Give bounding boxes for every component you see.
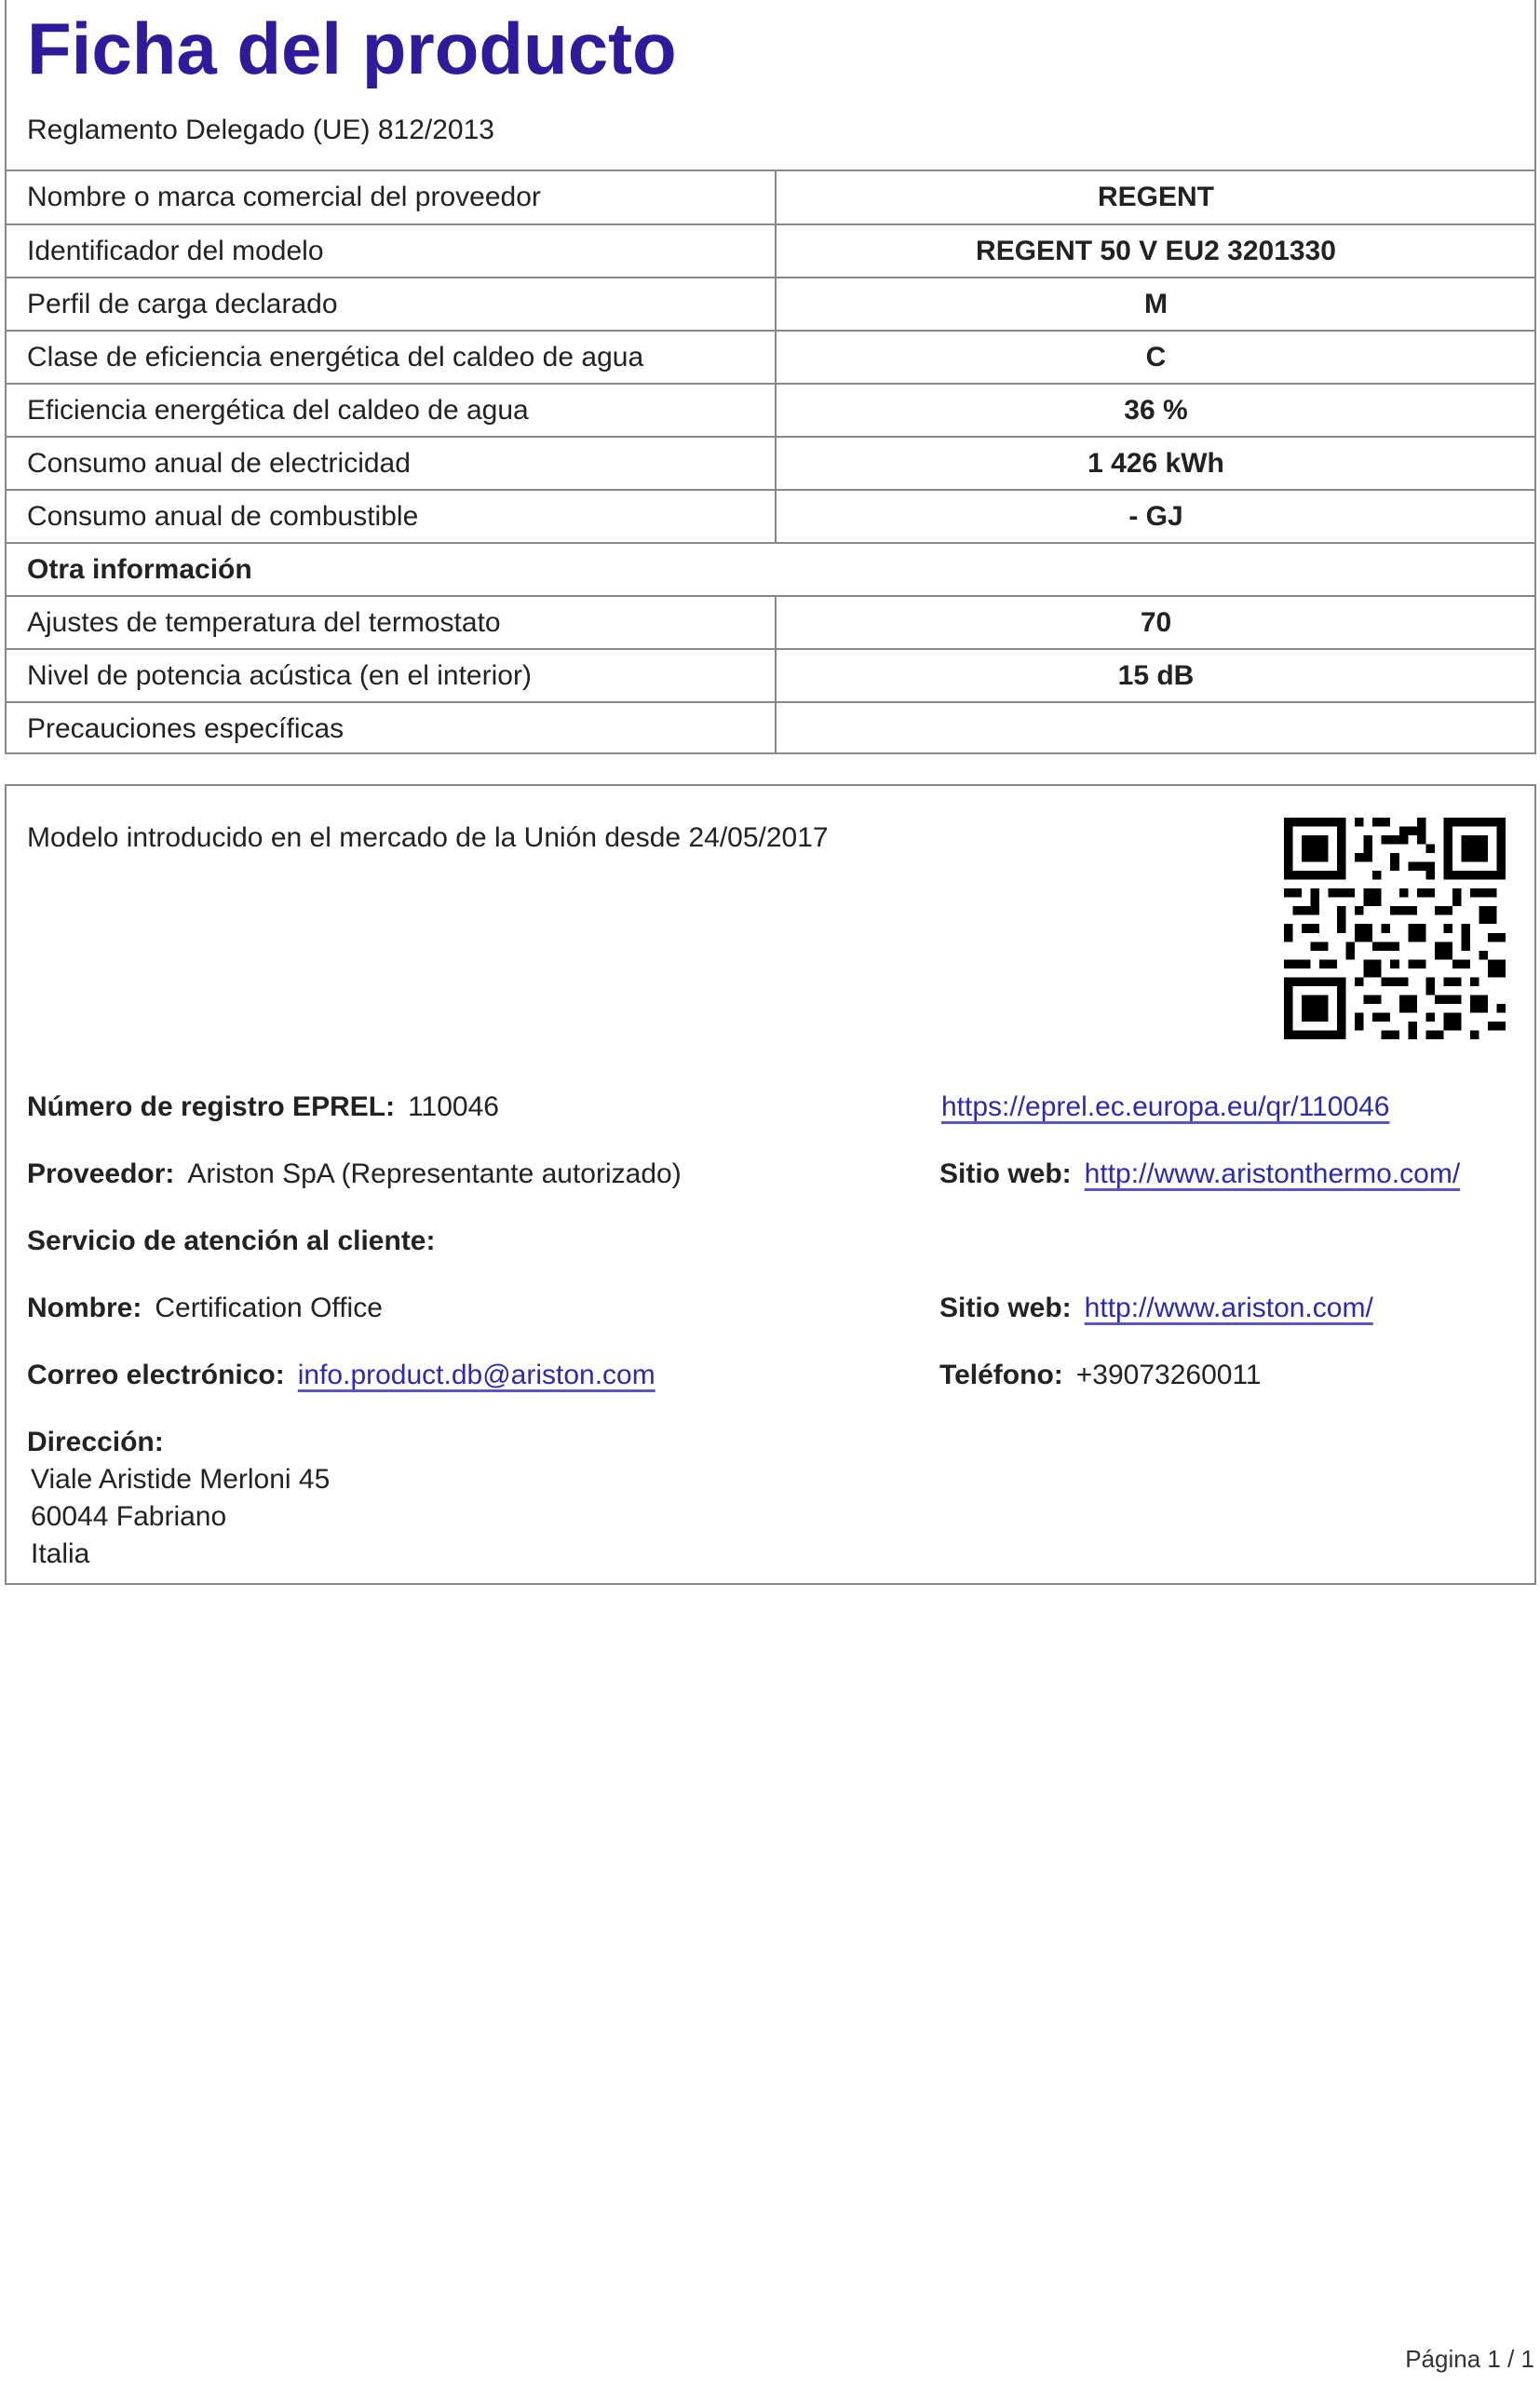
eprel-number: 110046	[408, 1091, 499, 1122]
spec-label: Identificador del modelo	[27, 236, 324, 266]
spec-value: M	[1144, 289, 1168, 319]
registration-panel	[5, 784, 1536, 1585]
spec-value: REGENT	[1097, 182, 1214, 212]
customer-service-label: Servicio de atención al cliente:	[27, 1226, 436, 1256]
eprel-registration	[27, 1089, 499, 1126]
spec-label: Clase de eficiencia energética del caldeo de agua	[27, 342, 644, 372]
spec-label: Perfil de carga declarado	[27, 289, 338, 319]
spec-value: 36 %	[1124, 395, 1188, 426]
spec-label: Nivel de potencia acústica (en el interior)	[27, 660, 532, 691]
spec-label: Ajustes de temperatura del termostato	[27, 607, 501, 638]
spec-value: REGENT 50 V EU2 3201330	[976, 236, 1336, 266]
email-link[interactable]: info.product.db@ariston.com	[297, 1360, 655, 1390]
address-line: Italia	[31, 1538, 90, 1569]
spec-row	[7, 703, 1534, 756]
contact-name	[27, 1290, 383, 1327]
name-value: Certification Office	[155, 1293, 383, 1323]
spec-row	[7, 438, 1534, 491]
spec-label: Eficiencia energética del caldeo de agua	[27, 395, 529, 426]
spec-row	[7, 385, 1534, 438]
supplier-info	[27, 1156, 682, 1193]
contact-email	[27, 1357, 655, 1394]
contact-website	[939, 1290, 1373, 1327]
eprel-label: Número de registro EPREL:	[27, 1091, 396, 1122]
supplier-label: Proveedor:	[27, 1158, 175, 1189]
spec-label: Consumo anual de combustible	[27, 501, 419, 532]
column-divider	[775, 595, 777, 752]
address-label: Dirección:	[27, 1427, 164, 1457]
qr-code-icon[interactable]	[1284, 818, 1506, 1039]
website-label: Sitio web:	[939, 1293, 1072, 1323]
spec-label: Nombre o marca comercial del proveedor	[27, 182, 541, 212]
other-info-heading-row	[7, 544, 1534, 597]
spec-value: 70	[1140, 607, 1172, 638]
spec-label: Consumo anual de electricidad	[27, 448, 411, 479]
spec-value: C	[1145, 342, 1167, 372]
page-title: Ficha del producto	[27, 7, 677, 89]
phone-label: Teléfono:	[939, 1360, 1063, 1390]
page-number: Página 1 / 1	[1405, 2345, 1534, 2373]
regulation-reference: Reglamento Delegado (UE) 812/2013	[27, 115, 494, 145]
name-label: Nombre:	[27, 1293, 142, 1323]
spec-row	[7, 171, 1534, 224]
supplier-website	[939, 1156, 1460, 1193]
website-label: Sitio web:	[939, 1158, 1072, 1189]
eprel-link-wrap	[941, 1089, 1389, 1126]
spec-row	[7, 650, 1534, 703]
address-line: Viale Aristide Merloni 45	[31, 1464, 331, 1495]
eprel-url-link[interactable]: https://eprel.ec.europa.eu/qr/110046	[941, 1091, 1390, 1122]
spec-row	[7, 597, 1534, 650]
spec-row	[7, 225, 1534, 278]
spec-row	[7, 278, 1534, 332]
market-introduction-date: Modelo introducido en el mercado de la Unión desde 24/05/2017	[27, 822, 829, 853]
spec-label: Precauciones específicas	[27, 713, 344, 744]
email-label: Correo electrónico:	[27, 1360, 285, 1390]
address-heading	[27, 1424, 177, 1461]
address-line: 60044 Fabriano	[31, 1501, 227, 1532]
spec-value: 1 426 kWh	[1087, 448, 1224, 479]
spec-row	[7, 491, 1534, 544]
phone-value: +39073260011	[1075, 1360, 1262, 1390]
supplier-value: Ariston SpA (Representante autorizado)	[187, 1158, 682, 1189]
other-info-heading: Otra información	[27, 554, 252, 585]
column-divider	[775, 169, 777, 542]
customer-service-heading	[27, 1223, 449, 1260]
contact-phone	[939, 1357, 1262, 1394]
supplier-website-link[interactable]: http://www.aristonthermo.com/	[1084, 1158, 1461, 1189]
product-sheet-table	[5, 0, 1536, 754]
spec-value: 15 dB	[1117, 660, 1195, 691]
spec-value: - GJ	[1128, 501, 1183, 532]
contact-website-link[interactable]: http://www.ariston.com/	[1084, 1293, 1373, 1323]
spec-row	[7, 332, 1534, 385]
